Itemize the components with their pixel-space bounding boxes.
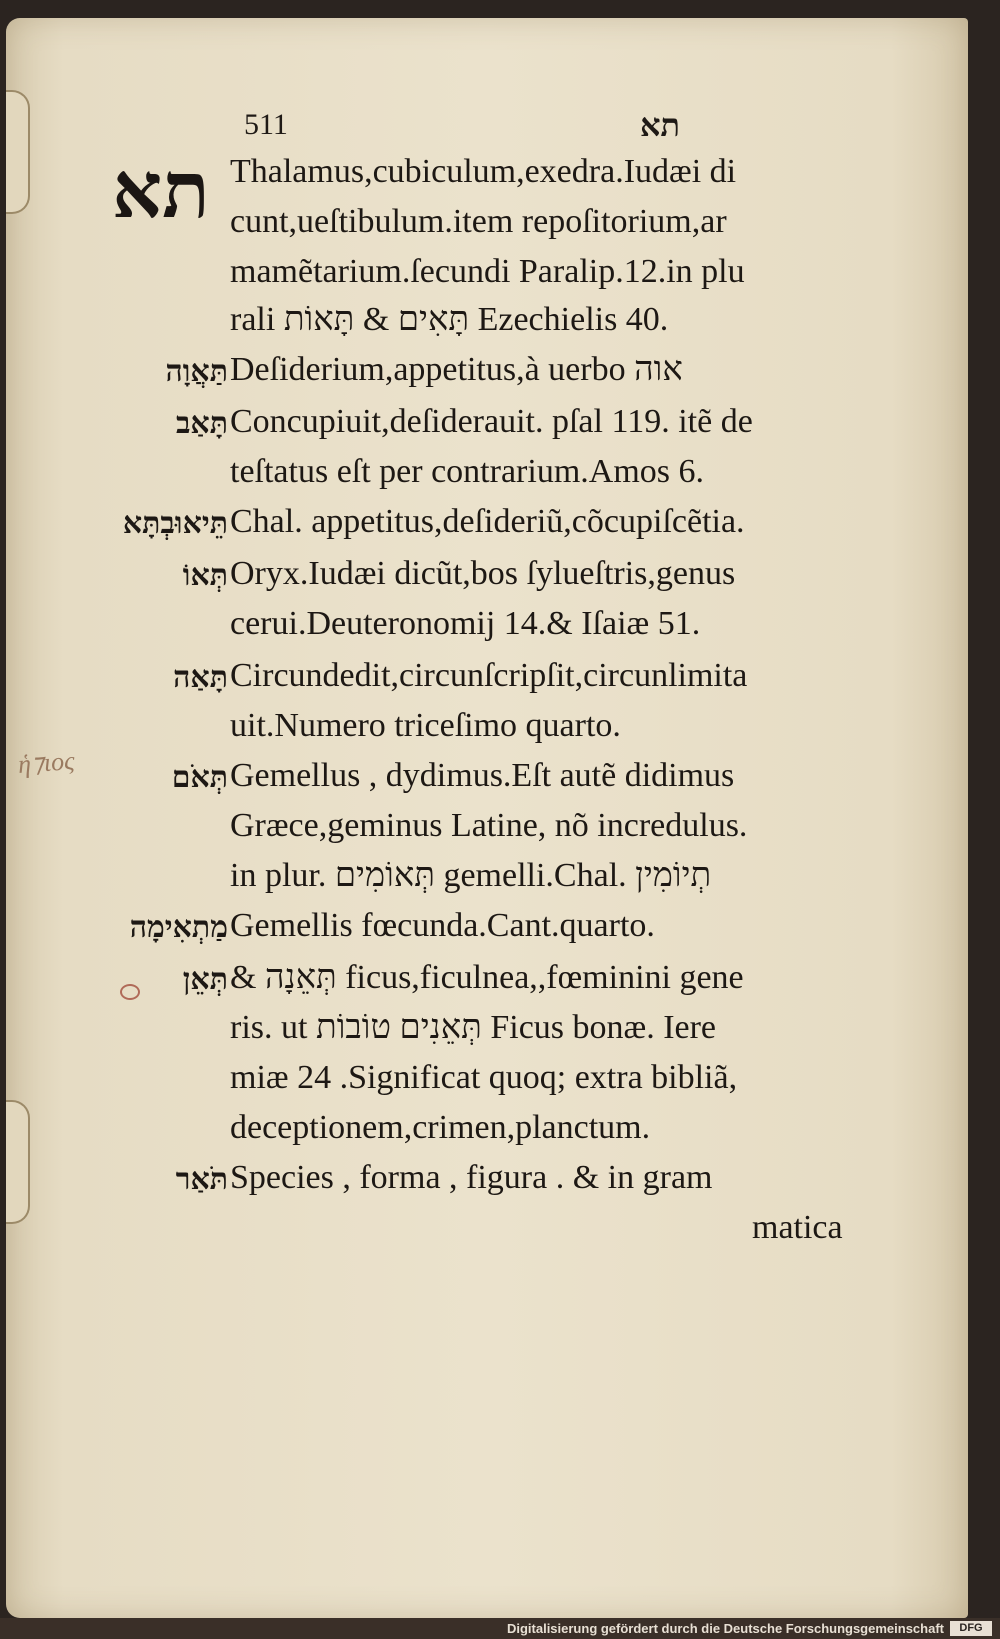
text-line: Deſiderium,appetitus,à uerbo אוה bbox=[230, 351, 683, 388]
text-line: rali תָּאִים & תָּאוֹת Ezechielis 40. bbox=[230, 301, 669, 338]
decorated-initial: תא bbox=[112, 145, 210, 236]
text-line: miæ 24 .Significat quoq; extra bibliã, bbox=[230, 1059, 738, 1096]
text-line: & תְּאֵנָה ficus,ficulnea,,fœminini gene bbox=[230, 959, 744, 996]
text-line: matica bbox=[752, 1209, 843, 1246]
text-line: cerui.Deuteronomij 14.& Iſaiæ 51. bbox=[230, 605, 701, 642]
hebrew-headword: מַתְאִימָה bbox=[129, 910, 228, 945]
text-line: Oryx.Iudæi dicũt,bos ſylueſtris,genus bbox=[230, 555, 736, 592]
hebrew-headword: תָּאַה bbox=[173, 660, 228, 695]
hebrew-headword: תָּאַב bbox=[175, 406, 228, 441]
page-edge-tab-bottom bbox=[6, 1100, 30, 1224]
text-line: Species , forma , figura . & in gram bbox=[230, 1159, 713, 1196]
text-line: deceptionem,crimen,planctum. bbox=[230, 1109, 651, 1146]
text-line: Concupiuit,deſiderauit. pſal 119. itẽ de bbox=[230, 403, 753, 440]
text-line: Gemellis fœcunda.Cant.quarto. bbox=[230, 907, 655, 944]
text-line: Græce,geminus Latine, nõ incredulus. bbox=[230, 807, 748, 844]
text-line: Circundedit,circunſcripſit,circunlimita bbox=[230, 657, 748, 694]
text-line: uit.Numero triceſimo quarto. bbox=[230, 707, 621, 744]
text-line: Gemellus , dydimus.Eſt autẽ didimus bbox=[230, 757, 735, 794]
hebrew-headword: תְּאֵן bbox=[182, 962, 228, 997]
text-line: teſtatus eſt per contrarium.Amos 6. bbox=[230, 453, 704, 490]
digitization-credit: Digitalisierung gefördert durch die Deutsche Forschungsgemeinschaft bbox=[506, 1621, 944, 1636]
hebrew-headword: תְּאוֹ bbox=[182, 558, 228, 593]
dfg-logo: DFG bbox=[950, 1621, 992, 1636]
handwritten-circle-mark bbox=[120, 984, 140, 1000]
hebrew-headword: תֹּאַר bbox=[175, 1162, 228, 1197]
hebrew-headword: תַּאֲוָה bbox=[165, 354, 228, 389]
text-line: Thalamus,cubiculum,exedra.Iudæi di bbox=[230, 153, 737, 190]
hebrew-headword: תְּאֹם bbox=[171, 760, 228, 795]
text-line: mamẽtarium.ſecundi Paralip.12.in plu bbox=[230, 253, 745, 290]
text-line: in plur. תְּאוֹמִים gemelli.Chal. תְיוֹמִין bbox=[230, 857, 712, 894]
text-line: Chal. appetitus,deſideriũ,cõcupiſcẽtia. bbox=[230, 503, 745, 540]
running-head: תא bbox=[640, 106, 681, 144]
hebrew-headword: תֵּיאוּבְתָּא bbox=[122, 506, 228, 541]
text-line: ris. ut תְּאֵנִים טוֹבוֹת Ficus bonæ. Iere bbox=[230, 1009, 717, 1046]
handwritten-marginal-note: ἡ⁊ιος bbox=[17, 746, 76, 779]
page-number: 511 bbox=[244, 108, 288, 141]
text-line: cunt,ueſtibulum.item repoſitorium,ar bbox=[230, 203, 727, 240]
